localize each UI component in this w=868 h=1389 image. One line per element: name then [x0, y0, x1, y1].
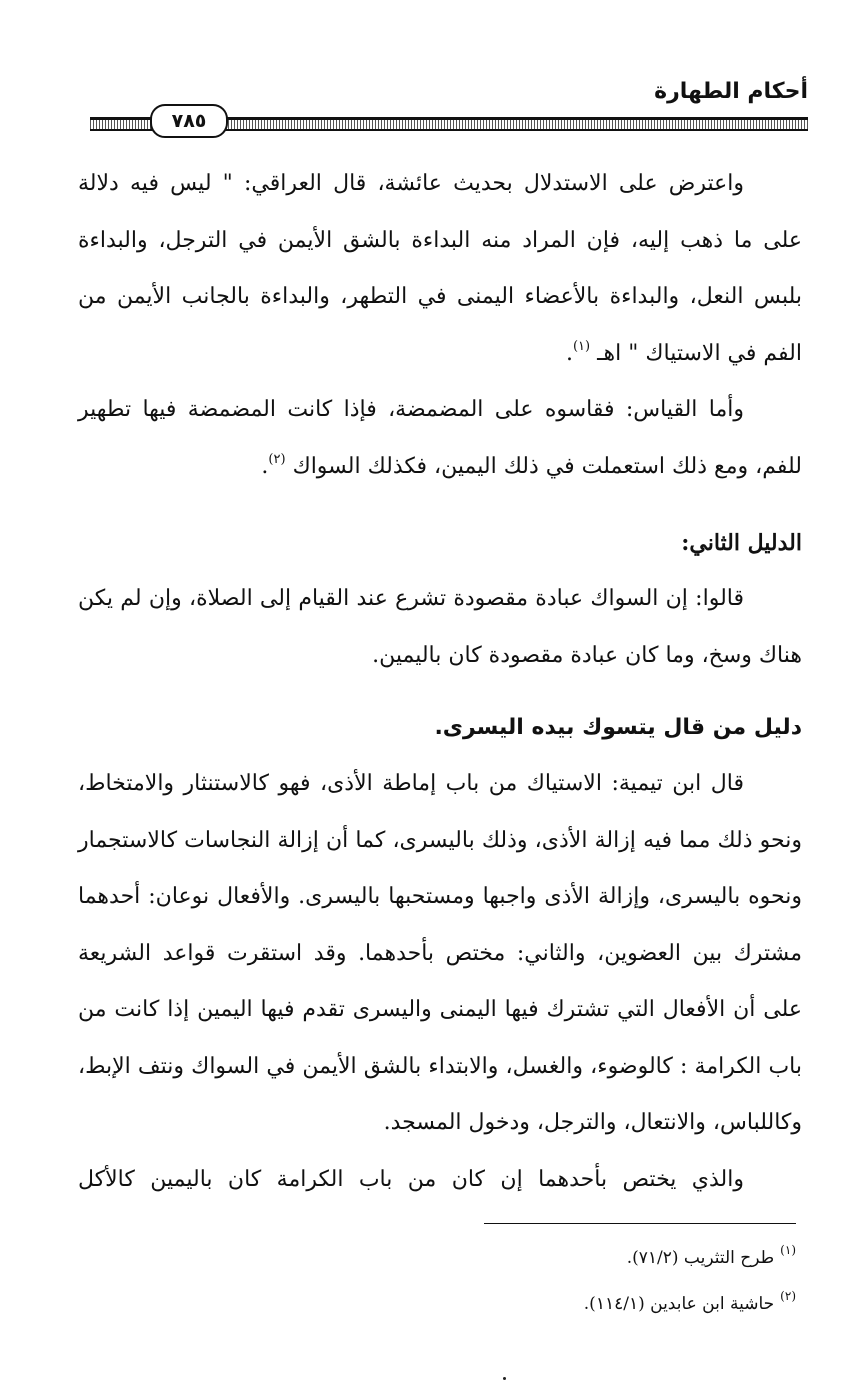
footnote-ref-1[interactable]: (١)	[572, 338, 591, 354]
subheading-second-evidence: الدليل الثاني:	[681, 530, 802, 556]
footnote-number: (١)	[780, 1243, 796, 1257]
scan-speck	[503, 1377, 506, 1380]
footnotes	[396, 1235, 796, 1327]
body-text	[78, 156, 802, 1208]
footnote-1	[396, 1235, 796, 1281]
sentence-end: .	[565, 340, 573, 366]
paragraph-ibn-taymiyya: قال ابن تيمية: الاستياك من باب إماطة الأذى، فهو كالاستنثار والامتخاط، ونحو ذلك مما فيه إزالة الأذى، وذلك باليسرى، كما أن إزالة النجاسات كالاستجمار ونحوه باليسرى، وإزالة الأذى واجبها ومستحبها باليسرى. والأفعال نوعان: أحدهما مشترك بين العضوين، والثاني: مختص بأحدهما. وقد استقرت قواعد الشريعة على أن الأفعال التي تشترك فيها اليمنى واليسرى تقدم فيها اليمين إذا كانت من باب الكرامة : كالوضوء، والغسل، والابتداء بالشق الأيمن في السواك ونتف الإبط، وكاللباس، والانتعال، والترجل، ودخول المسجد.	[78, 771, 802, 1135]
page-number: ٧٨٥	[150, 104, 228, 138]
paragraph-objection	[78, 156, 802, 382]
footnote-separator	[484, 1223, 796, 1224]
paragraph-second-evidence: قالوا: إن السواك عبادة مقصودة تشرع عند القيام إلى الصلاة، وإن لم يكن هناك وسخ، وما كان عبادة مقصودة كان باليمين.	[78, 586, 802, 668]
paragraph-text: واعترض على الاستدلال بحديث عائشة، قال العراقي: " ليس فيه دلالة على ما ذهب إليه، فإن المراد منه البداءة بالشق الأيمن في الترجل، والبداءة بلبس النعل، والبداءة بالأعضاء اليمنى في التطهر، والبداءة بالجانب الأيمن من الفم في الاستياك " اهـ	[78, 171, 802, 366]
footnote-number: (٢)	[780, 1289, 796, 1303]
footnote-text: حاشية ابن عابدين (١١٤/١).	[583, 1294, 775, 1314]
footnote-text: طرح التثريب (٧١/٢).	[626, 1248, 775, 1268]
paragraph-analogy	[78, 382, 802, 495]
footnote-ref-2[interactable]: (٢)	[268, 451, 286, 467]
paragraph-text: وأما القياس: فقاسوه على المضمضة، فإذا كانت المضمضة فيها تطهير للفم، ومع ذلك استعملت في ذلك اليمين، فكذلك السواك	[78, 397, 802, 479]
paragraph-continuation: والذي يختص بأحدهما إن كان من باب الكرامة كان باليمين كالأكل	[78, 1166, 744, 1192]
footnote-2	[396, 1281, 796, 1327]
running-header-title: أحكام الطهارة	[654, 79, 808, 104]
sentence-end: .	[261, 453, 269, 479]
section-heading: دليل من قال يتسوك بيده اليسرى.	[434, 715, 802, 740]
